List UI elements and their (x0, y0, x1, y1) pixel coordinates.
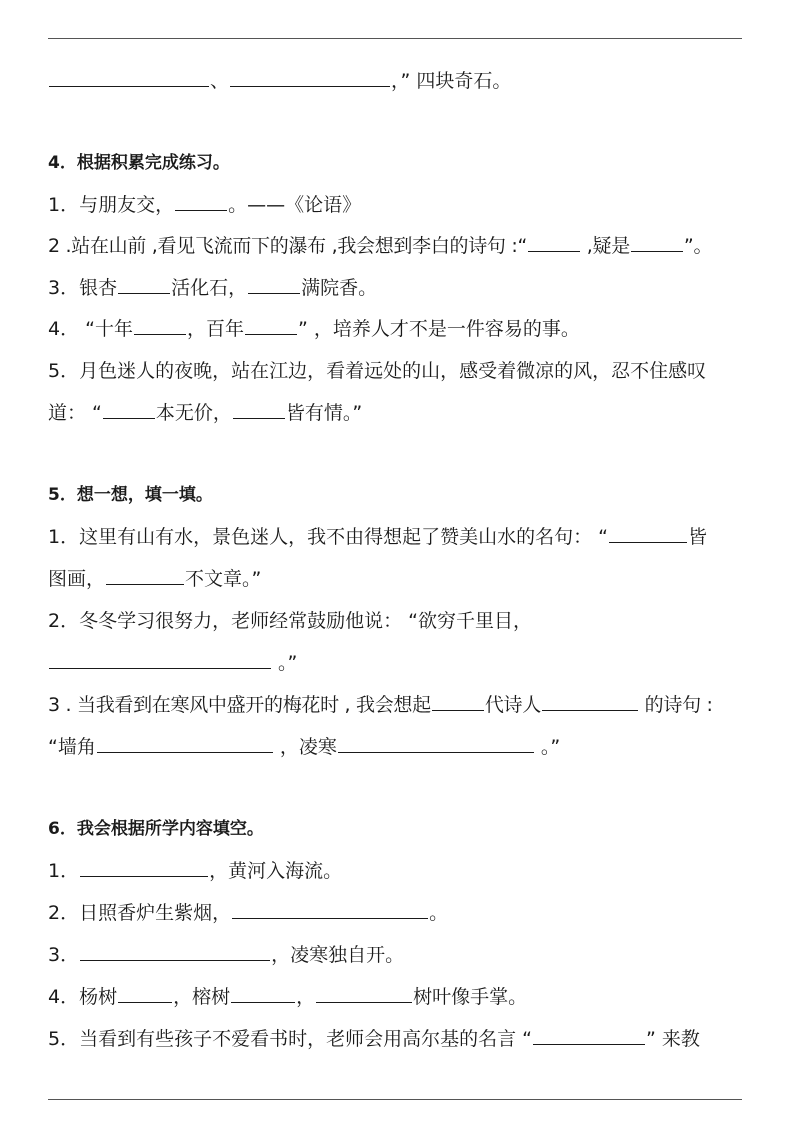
s4-question-5-line-1: 5．月色迷人的夜晚，站在江边，看着远处的山，感受着微凉的风，忍不住感叹 (48, 360, 707, 382)
answer-blank[interactable] (175, 192, 227, 211)
answer-blank[interactable] (103, 400, 155, 419)
answer-blank[interactable] (609, 524, 687, 543)
answer-blank[interactable] (542, 692, 638, 711)
answer-blank[interactable] (338, 734, 534, 753)
s5-question-2-line-1: 2．冬冬学习很努力，老师经常鼓励他说： “欲穷千里目， (48, 610, 532, 632)
answer-blank[interactable] (631, 233, 683, 252)
answer-blank[interactable] (432, 692, 484, 711)
answer-blank[interactable] (248, 275, 300, 294)
answer-blank[interactable] (232, 900, 428, 919)
s5-question-3-line-2: “墙角 ，凌寒 。” (48, 736, 561, 758)
answer-blank[interactable] (118, 275, 170, 294)
answer-blank[interactable] (80, 942, 270, 961)
answer-blank[interactable] (97, 734, 273, 753)
s5-question-1-line-1: 1．这里有山有水，景色迷人，我不由得想起了赞美山水的名句： “ 皆 (48, 526, 707, 548)
s5-question-1-line-2: 图画， 不文章。” (48, 568, 262, 590)
section-4-heading: 4．根据积累完成练习。 (48, 153, 230, 173)
continuation-line: 、 ，” 四块奇石。 (48, 68, 748, 94)
answer-blank[interactable] (233, 400, 285, 419)
answer-blank[interactable] (106, 566, 184, 585)
section-5-heading: 5．想一想，填一填。 (48, 485, 213, 505)
answer-blank[interactable] (118, 984, 172, 1003)
s6-question-3: 3． ，凌寒独自开。 (48, 944, 405, 966)
s6-question-2: 2．日照香炉生紫烟， 。 (48, 902, 449, 924)
s4-question-1: 1．与朋友交， 。——《论语》 (48, 194, 362, 216)
s4-question-5-line-2: 道： “ 本无价， 皆有情。” (48, 402, 363, 424)
answer-blank[interactable] (316, 984, 412, 1003)
answer-blank[interactable] (231, 984, 295, 1003)
answer-blank[interactable] (528, 233, 580, 252)
s4-question-2: 2 .站在山前 ,看见飞流而下的瀑布 ,我会想到李白的诗句 :“ ,疑是 ”。 (48, 235, 713, 257)
s5-question-2-line-2: 。” (48, 650, 748, 676)
answer-blank[interactable] (80, 858, 208, 877)
answer-blank[interactable] (245, 316, 297, 335)
s4-question-3: 3．银杏 活化石， 满院香。 (48, 277, 378, 299)
answer-blank[interactable] (49, 68, 209, 87)
footer-rule (48, 1099, 742, 1100)
answer-blank[interactable] (230, 68, 390, 87)
s6-question-1: 1． ，黄河入海流。 (48, 860, 343, 882)
s6-question-5: 5．当看到有些孩子不爱看书时，老师会用高尔基的名言 “ ” 来教 (48, 1028, 700, 1050)
answer-blank[interactable] (134, 316, 186, 335)
header-rule (48, 38, 742, 39)
answer-blank[interactable] (49, 650, 271, 669)
answer-blank[interactable] (533, 1026, 645, 1045)
s5-question-3-line-1: 3 . 当我看到在寒风中盛开的梅花时 , 我会想起 代诗人 的诗句 : (48, 694, 713, 716)
s4-question-4: 4． “十年 ，百年 ” ，培养人才不是一件容易的事。 (48, 318, 580, 340)
s6-question-4: 4．杨树 ，榕树 ， 树叶像手掌。 (48, 986, 528, 1008)
section-6-heading: 6．我会根据所学内容填空。 (48, 819, 264, 839)
